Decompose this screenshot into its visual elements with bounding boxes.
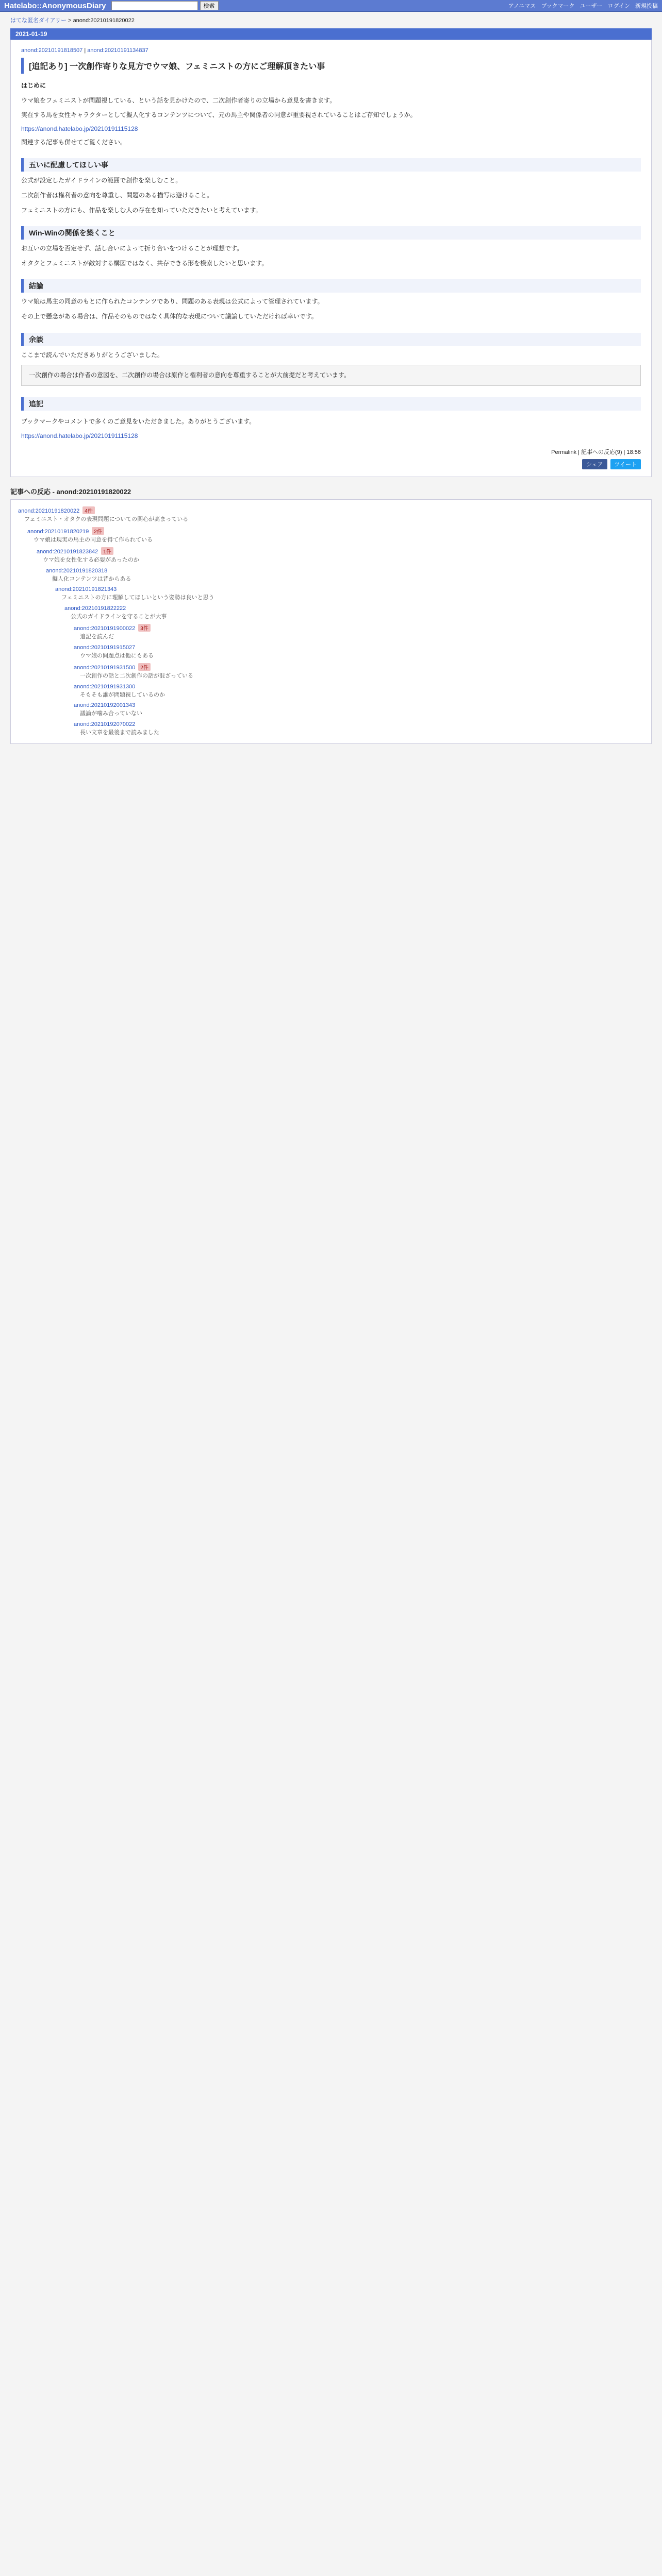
trackback-item — [64, 604, 644, 623]
trackback-link[interactable]: anond:20210191820318 — [46, 567, 108, 574]
trackback-count-badge[interactable]: 3件 — [138, 624, 151, 632]
trackback-link[interactable]: anond:20210191931300 — [74, 683, 136, 690]
trackback-item — [37, 546, 644, 566]
date-header: 2021-01-19 — [10, 28, 652, 40]
paragraph: お互いの立場を否定せず、話し合いによって折り合いをつけることが理想です。 — [21, 245, 243, 252]
trackback-snippet: 公式のガイドラインを守ることが大事 — [71, 613, 167, 620]
entry-link[interactable]: https://anond.hatelabo.jp/20210191115128 — [21, 125, 138, 132]
paragraph: ここまで読んでいただきありがとうございました。 — [21, 351, 164, 359]
trackback-item — [27, 526, 644, 546]
trackback-link[interactable]: anond:20210191820219 — [27, 528, 89, 535]
trackback-item — [74, 643, 644, 662]
trackback-link[interactable]: anond:20210192070022 — [74, 721, 136, 727]
trackback-tree — [10, 499, 652, 744]
trackback-item — [18, 505, 644, 526]
trackback-count-badge[interactable]: 2件 — [138, 663, 151, 671]
entry-body — [21, 81, 641, 360]
trackback-item — [74, 720, 644, 739]
trackback-item — [74, 682, 644, 701]
trackback-snippet: フェミニストの方に理解してほしいという姿勢は良いと思う — [61, 595, 214, 601]
trackback-heading: 記事への反応 - anond:20210191820022 — [10, 488, 131, 496]
link-login[interactable]: ログイン — [607, 3, 630, 9]
addendum-heading: 追記 — [21, 397, 641, 411]
trackback-snippet: 議論が噛み合っていない — [80, 710, 142, 717]
entry: anond:20210191818507 | anond:20210191134837 [追記あり] 一次創作寄りな見方でウマ娘、フェミニストの方にご理解頂きたい事 はじめに ウマ娘をフェミニストが問題視している、という話を見かけたので、二次創作者寄りの立場から意見を書きます。 実在する馬を女性キャラクターとして擬人化するコンテンツについて、元の馬主や関係者の同意が重要視されていることはご存知でしょうか。 https://anond.hatelabo.jp/20210191115128 関連する記事も併せてご覧ください。 五いに配慮してほしい事 公式が設定したガイドラインの範囲で創作を楽しむこと。 二次創作者は権利者の意向を尊重し、問題のある描写は避けること。 フェミニストの方にも、作品を楽しむ人の存在を知っていただきたいと考えています。 Win-Winの関係を築くこと お互いの立場を否定せず、話し合いによって折り合いをつけることが理想です。 オタクとフェミニストが敵対する構図ではなく、共存できる形を模索したいと思います。 結論 ウマ娘は馬主の同意のもとに作られたコンテンツであり、問題のある表現は公式によって管理されています。 その上で懸念がある場合は、作品そのものではなく具体的な表現について議論していただければ幸いです。 余談 ここまで読んでいただきありがとうございました。 一次創作の場合は作者の意図を、二次創作の場合は原作と権利者の意向を尊重することが大前提だと考えています。 追記 ブックマークやコメントで多くのご意見をいただきました。ありがとうございます。 https://anond.hatelabo.jp/20210191115128 Permalink | 記事への反応(9) | 18:56 シェア ツイート — [10, 40, 652, 477]
entry-footer[interactable]: Permalink | 記事への反応(9) | 18:56 — [551, 449, 641, 456]
addendum-link[interactable]: https://anond.hatelabo.jp/20210191115128 — [21, 432, 138, 440]
trackback-item — [74, 701, 644, 720]
paragraph: その上で懸念がある場合は、作品そのものではなく具体的な表現について議論していただければ幸いです。 — [21, 312, 318, 320]
search-button[interactable]: 検索 — [200, 1, 219, 10]
paragraph: ウマ娘をフェミニストが問題視している、という話を見かけたので、二次創作者寄りの立場から意見を書きます。 — [21, 96, 336, 104]
trackback-snippet: ウマ娘を女性化する必要があったのか — [43, 557, 139, 564]
trackback-link[interactable]: anond:20210191823842 — [37, 549, 98, 555]
trackback-count-badge[interactable]: 2件 — [92, 527, 104, 535]
trackback-link[interactable]: anond:20210191915027 — [74, 644, 136, 651]
site-logo[interactable]: Hatelabo::AnonymousDiary — [4, 1, 106, 10]
link-new-post[interactable]: 新規投稿 — [635, 3, 658, 9]
trackback-link[interactable]: anond:20210191820022 — [18, 508, 80, 515]
share-buttons — [21, 459, 641, 469]
section-heading: 余談 — [21, 333, 641, 346]
trackback-item — [74, 622, 644, 643]
tweet-button[interactable]: ツイート — [610, 459, 641, 469]
paragraph: 実在する馬を女性キャラクターとして擬人化するコンテンツについて、元の馬主や関係者の同意が重要視されていることはご存知でしょうか。 — [21, 111, 417, 119]
breadcrumb-home[interactable]: はてな匿名ダイアリー — [10, 18, 67, 24]
trackback-item — [74, 662, 644, 682]
prev-entry-link[interactable]: anond:20210191818507 — [21, 47, 83, 54]
trackback-count-badge[interactable]: 4件 — [82, 506, 95, 514]
paragraph: オタクとフェミニストが敵対する構図ではなく、共存できる形を模索したいと思います。 — [21, 259, 268, 267]
paragraph: ウマ娘は馬主の同意のもとに作られたコンテンツであり、問題のある表現は公式によって管理されています。 — [21, 298, 324, 306]
link-bookmark[interactable]: ブックマーク — [541, 3, 575, 9]
trackback-snippet: フェミニスト・オタクの表現問題についての関心が高まっている — [24, 516, 189, 523]
link-anonymous[interactable]: アノニマス — [508, 3, 536, 9]
paragraph: フェミニストの方にも、作品を楽しむ人の存在を知っていただきたいと考えています。 — [21, 206, 262, 214]
top-bar — [0, 0, 662, 12]
trackback-count-badge[interactable]: 1件 — [101, 547, 113, 555]
header-links — [508, 2, 658, 10]
section-heading: 五いに配慮してほしい事 — [21, 158, 641, 172]
search-input[interactable] — [111, 1, 198, 10]
paragraph: 二次創作者は権利者の意向を尊重し、問題のある描写は避けること。 — [21, 191, 213, 199]
intro-heading: はじめに — [21, 82, 46, 89]
entry-title: [追記あり] 一次創作寄りな見方でウマ娘、フェミニストの方にご理解頂きたい事 — [21, 58, 641, 74]
trackback-link[interactable]: anond:20210191821343 — [55, 586, 117, 593]
section-heading: Win-Winの関係を築くこと — [21, 226, 641, 240]
facebook-share-button[interactable]: シェア — [582, 459, 607, 469]
quote-block: 一次創作の場合は作者の意図を、二次創作の場合は原作と権利者の意向を尊重することが大前提だと考えています。 — [21, 365, 641, 386]
link-user[interactable]: ユーザー — [580, 3, 603, 9]
paragraph: 公式が設定したガイドラインの範囲で創作を楽しむこと。 — [21, 177, 182, 184]
trackback-item — [55, 585, 644, 604]
trackback-link[interactable]: anond:20210191900022 — [74, 625, 136, 632]
trackback-link[interactable]: anond:20210191822222 — [64, 605, 126, 612]
breadcrumb-current: anond:20210191820022 — [73, 18, 135, 24]
trackback-snippet: 長い文章を最後まで読みました — [80, 729, 159, 736]
paragraph: 関連する記事も併せてご覧ください。 — [21, 138, 127, 146]
trackback-link[interactable]: anond:20210191931500 — [74, 665, 136, 671]
trackback-snippet: 一次創作の話と二次創作の話が混ざっている — [80, 673, 193, 680]
trackback-snippet: そもそも誰が問題視しているのか — [80, 691, 165, 698]
trackback-link[interactable]: anond:20210192001343 — [74, 702, 136, 709]
trackback-snippet: 追記を読んだ — [80, 634, 114, 640]
next-entry-link[interactable]: anond:20210191134837 — [87, 47, 148, 54]
section-heading: 結論 — [21, 279, 641, 293]
trackback-snippet: 擬人化コンテンツは昔からある — [52, 575, 131, 582]
addendum-text: ブックマークやコメントで多くのご意見をいただきました。ありがとうございます。 — [21, 417, 256, 425]
breadcrumb: はてな匿名ダイアリー > anond:20210191820022 — [10, 18, 135, 24]
trackback-item — [46, 566, 644, 585]
trackback-snippet: ウマ娘は現実の馬主の同意を得て作られている — [34, 536, 153, 543]
trackback-snippet: ウマ娘の問題点は他にもある — [80, 652, 154, 659]
